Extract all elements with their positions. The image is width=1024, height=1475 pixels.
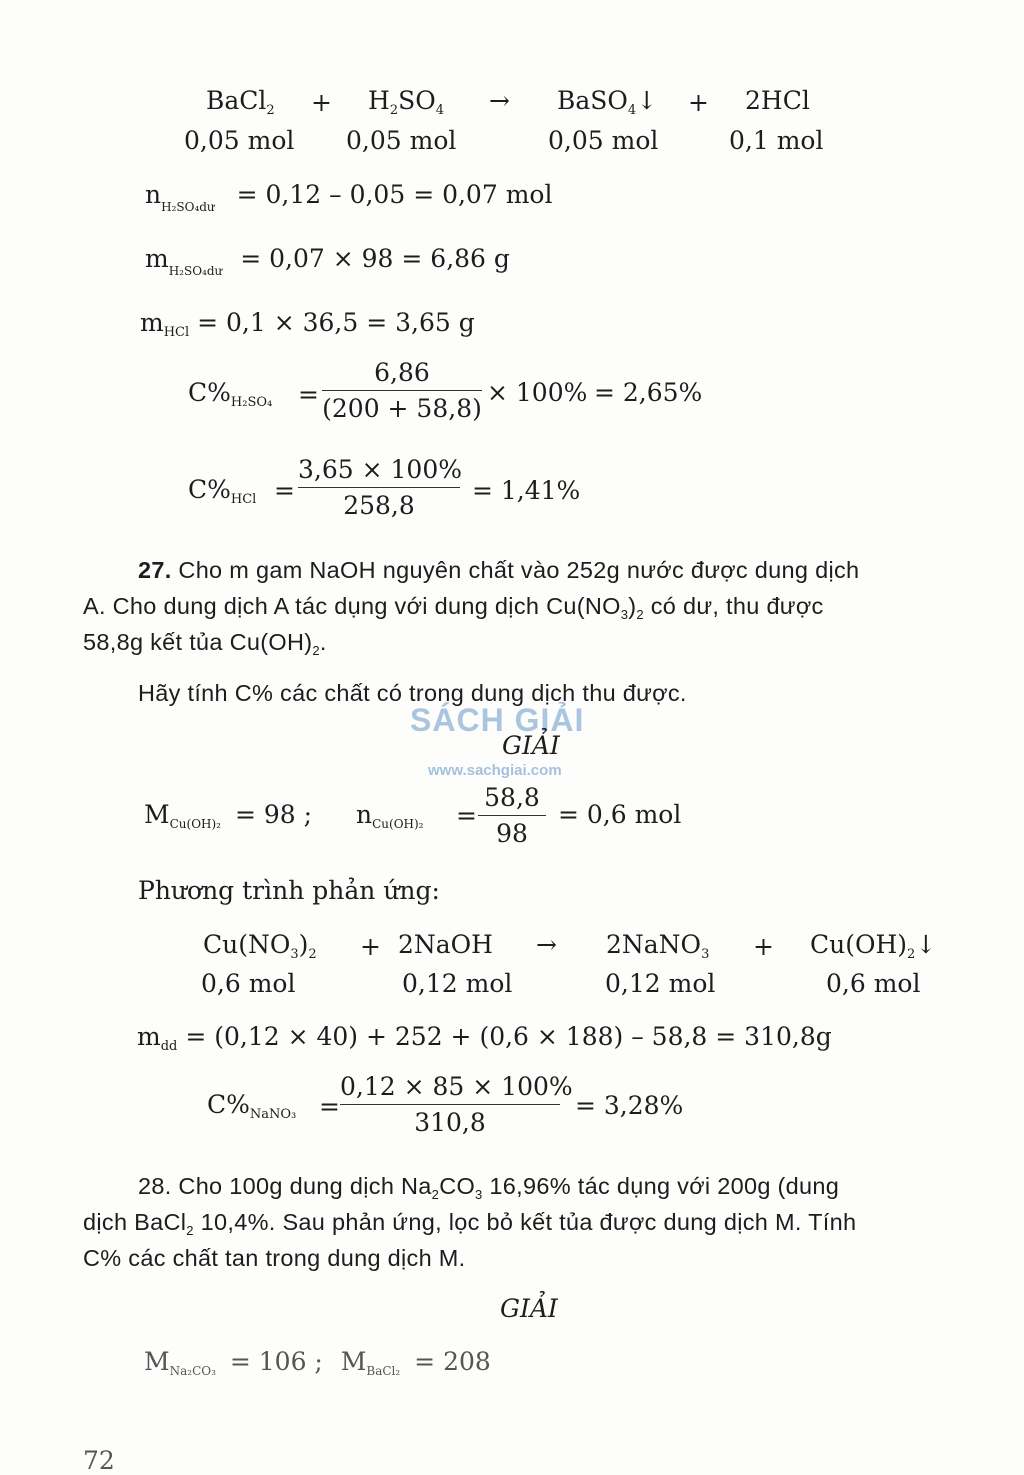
equation-1-mol: 0,05 mol [548, 126, 659, 155]
reaction-equation-label: Phương trình phản ứng: [138, 876, 440, 905]
cpct-h2so4-fraction [322, 358, 482, 423]
equation-1-product-hcl: 2HCl [745, 86, 810, 115]
fraction-bar [340, 1104, 560, 1105]
calc-m-hcl: $m_{HCl} = 0,1 \times 36,5 = 3,65$ g [140, 308, 475, 340]
cpct-hcl-label: $C\%_{HCl}$ [188, 475, 257, 507]
fraction-numerator: 58,8 [484, 783, 540, 812]
equation-1-plus: + [311, 88, 332, 117]
fraction-denominator: 310,8 [414, 1108, 486, 1137]
calc-n-cuoh2-equals: = [456, 801, 477, 830]
calc-n-cuoh2-fraction [478, 783, 546, 848]
cpct-nano3-result: = 3,28% [575, 1091, 684, 1120]
cpct-nano3-fraction [340, 1072, 573, 1137]
equation-2-plus: + [753, 932, 774, 961]
cpct-nano3-equals: = [319, 1092, 340, 1121]
calc-m-h2so4-excess: $m_{H_2SO_4dư} = 0,07 \times 98 = 6,86$ g [145, 244, 510, 278]
problem-28-line-2: dịch BaCl$_2$ 10,4%. Sau phản ứng, lọc bỏ kết tủa được dung dịch M. Tính [83, 1209, 857, 1238]
fraction-denominator: (200 + 58,8) [322, 394, 482, 423]
equation-2-product-cuoh2: $Cu(OH)_2↓$ [810, 930, 937, 962]
equation-1-plus: + [688, 88, 709, 117]
problem-27-line-3: 58,8g kết tủa $Cu(OH)_2$. [83, 629, 327, 658]
equation-1-mol: 0,05 mol [184, 126, 295, 155]
fraction-numerator: 6,86 [374, 358, 430, 387]
equation-1-reactant-bacl2: BaCl$_2$ [206, 86, 275, 118]
calc-n-h2so4-excess: $n_{H_2SO_4dư} = 0,12 - 0,05 = 0,07$ mol [145, 180, 553, 214]
equation-2-mol: 0,6 mol [826, 969, 921, 998]
equation-1-reactant-h2so4: $H_2SO_4$ [368, 86, 444, 118]
fraction-bar [298, 487, 460, 488]
equation-2-arrow: → [536, 930, 557, 959]
calc-molar-masses: $M_{Na_2CO_3} = 106$ ; $M_{BaCl_2} = 208$ [144, 1347, 491, 1378]
fraction-bar [322, 390, 482, 391]
fraction-denominator: 98 [496, 819, 528, 848]
solution-heading-27: GIẢI [502, 731, 560, 760]
problem-28-line-1: 28. Cho 100g dung dịch $Na_2CO_3$ 16,96% tác dụng với 200g (dung [138, 1173, 840, 1202]
cpct-h2so4-equals: = [298, 380, 319, 409]
problem-27-line-2: A. Cho dung dịch A tác dụng với dung dịch $Cu(NO_3)_2$ có dư, thu được [83, 593, 824, 622]
cpct-nano3-label: $C\%_{NaNO_3}$ [207, 1090, 297, 1122]
fraction-numerator: 3,65 × 100% [298, 455, 462, 484]
equation-1-mol: 0,05 mol [346, 126, 457, 155]
equation-2-plus: + [360, 932, 381, 961]
calc-n-cuoh2-result: = 0,6 mol [558, 800, 682, 829]
equation-2-mol: 0,12 mol [402, 969, 513, 998]
equation-2-mol: 0,6 mol [201, 969, 296, 998]
page-number: 72 [83, 1446, 115, 1475]
solution-heading-28: GIẢI [500, 1294, 558, 1323]
equation-1-mol: 0,1 mol [729, 126, 824, 155]
calc-n-cuoh2-label: $n_{Cu(OH)_2}$ [356, 800, 424, 831]
equation-1-product-baso4: BaSO$_4$↓ [557, 86, 658, 118]
cpct-hcl-result: = 1,41% [472, 476, 581, 505]
problem-27-question: Hãy tính C% các chất có trong dung dịch thu được. [138, 680, 687, 706]
cpct-h2so4-result: = 2,65% [594, 378, 703, 407]
cpct-h2so4-multiplier: × 100% [487, 378, 588, 407]
equation-2-reactant-cuno32: $Cu(NO_3)_2$ [203, 930, 317, 962]
calc-molar-mass-cuoh2: $M_{Cu(OH)_2} = 98$ ; [144, 800, 313, 831]
fraction-numerator: 0,12 × 85 × 100% [340, 1072, 573, 1101]
cpct-hcl-equals: = [274, 476, 295, 505]
equation-2-reactant-naoh: 2NaOH [398, 930, 493, 959]
problem-28-line-3: C% các chất tan trong dung dịch M. [83, 1245, 466, 1271]
sachgiai-watermark-logo: SÁCH GIẢI [410, 702, 585, 738]
equation-1-arrow: → [489, 86, 510, 115]
equation-2-mol: 0,12 mol [605, 969, 716, 998]
problem-27-line-1: 27. Cho m gam NaOH nguyên chất vào 252g nước được dung dịch [138, 557, 860, 583]
equation-2-product-nano3: 2NaNO$_3$ [606, 930, 710, 962]
calc-solution-mass: $m_{dd} = (0,12 \times 40) + 252 + (0,6 \times 188) - 58,8 = 310,8g$ [137, 1022, 832, 1054]
fraction-denominator: 258,8 [343, 491, 415, 520]
cpct-h2so4-label: $C\%_{H_2SO_4}$ [188, 378, 273, 410]
fraction-bar [478, 815, 546, 816]
sachgiai-watermark-url: www.sachgiai.com [428, 762, 562, 779]
cpct-hcl-fraction [298, 455, 460, 520]
